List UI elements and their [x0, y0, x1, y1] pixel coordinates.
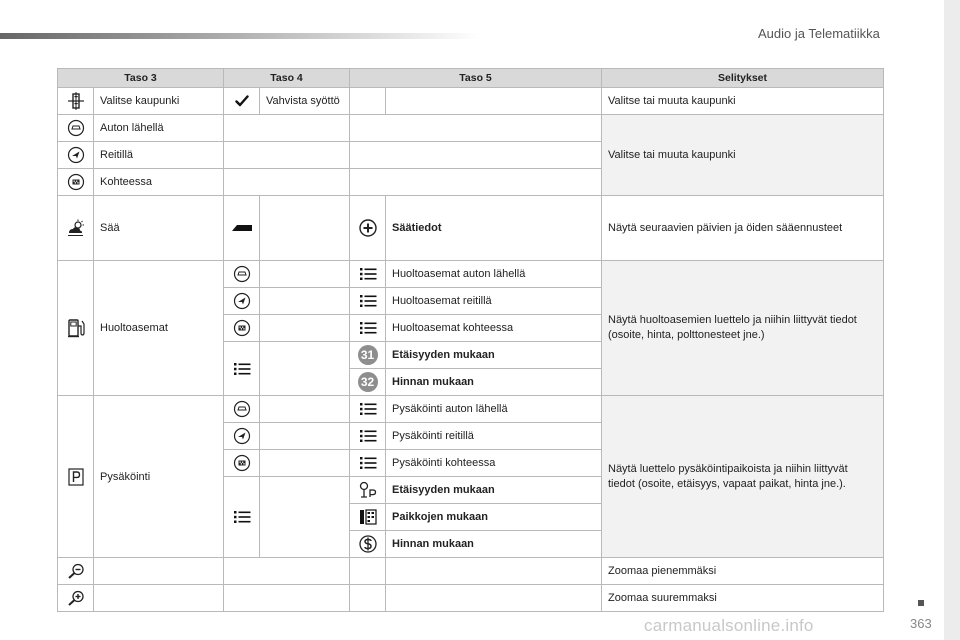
list-icon	[350, 315, 386, 342]
distance-pin-icon	[350, 477, 386, 504]
list-icon	[350, 288, 386, 315]
cell-parking-near-car: Pysäköinti auton lähellä	[386, 396, 602, 423]
cell-parking-on-route: Pysäköinti reitillä	[386, 423, 602, 450]
table-header-row	[58, 69, 884, 88]
cell-confirm-entry: Vahvista syöttö	[260, 88, 350, 115]
cell-select-city: Valitse kaupunki	[94, 88, 224, 115]
cell-fuel-by-distance: Etäisyyden mukaan	[386, 342, 602, 369]
cell-fuel-near-car: Huoltoasemat auton lähellä	[386, 261, 602, 288]
header-explanations: Selitykset	[602, 69, 884, 88]
desc-select-city-group: Valitse tai muuta kaupunki	[602, 115, 884, 196]
parking-icon	[58, 396, 94, 558]
list-icon	[350, 450, 386, 477]
desc-zoom-out: Zoomaa pienemmäksi	[602, 558, 884, 585]
table-row	[58, 396, 884, 423]
step-badge-32: 32	[358, 372, 378, 392]
destination-icon	[58, 169, 94, 196]
page-edge-strip	[944, 0, 960, 640]
cell-parking: Pysäköinti	[94, 396, 224, 558]
desc-weather: Näytä seuraavien päivien ja öiden sääennusteet	[602, 196, 884, 261]
header-level-3: Taso 3	[58, 69, 224, 88]
destination-icon	[224, 315, 260, 342]
header-level-4: Taso 4	[224, 69, 350, 88]
header-level-5: Taso 5	[350, 69, 602, 88]
table-row	[58, 585, 884, 612]
cell-parking-by-price: Hinnan mukaan	[386, 531, 602, 558]
desc-fuel: Näytä huoltoasemien luettelo ja niihin liittyvät tiedot (osoite, hinta, polttonesteet jne.)	[602, 261, 884, 396]
spaces-icon	[350, 504, 386, 531]
cell-parking-at-destination: Pysäköinti kohteessa	[386, 450, 602, 477]
table-row	[58, 115, 884, 142]
car-around-icon	[224, 261, 260, 288]
page-marker	[918, 600, 924, 606]
step-badge-31: 31	[358, 345, 378, 365]
table-row	[58, 88, 884, 115]
cell-fuel-stations: Huoltoasemat	[94, 261, 224, 396]
table-row	[58, 196, 884, 261]
plus-circle-icon	[350, 196, 386, 261]
list-icon	[224, 342, 260, 396]
list-icon	[350, 396, 386, 423]
cell-weather-info: Säätiedot	[386, 196, 602, 261]
route-icon	[58, 142, 94, 169]
cell-fuel-at-destination: Huoltoasemat kohteessa	[386, 315, 602, 342]
cell-weather: Sää	[94, 196, 224, 261]
zoom-out-icon	[58, 558, 94, 585]
list-icon	[350, 423, 386, 450]
cell-parking-by-distance: Etäisyyden mukaan	[386, 477, 602, 504]
arrow-icon	[224, 196, 260, 261]
check-icon	[224, 88, 260, 115]
cell-on-route: Reitillä	[94, 142, 224, 169]
city-icon	[58, 88, 94, 115]
dollar-icon	[350, 531, 386, 558]
header-gradient-bar	[0, 33, 480, 39]
menu-table	[57, 68, 884, 612]
destination-icon	[224, 450, 260, 477]
cell-fuel-on-route: Huoltoasemat reitillä	[386, 288, 602, 315]
cell-parking-by-spaces: Paikkojen mukaan	[386, 504, 602, 531]
car-around-icon	[224, 396, 260, 423]
desc-parking: Näytä luettelo pysäköintipaikoista ja niihin liittyvät tiedot (osoite, etäisyys, vapaat paikat, hinta jne.).	[602, 396, 884, 558]
table-row	[58, 261, 884, 288]
page-number: 363	[910, 616, 932, 631]
table-row	[58, 558, 884, 585]
desc-select-city: Valitse tai muuta kaupunki	[602, 88, 884, 115]
fuel-pump-icon	[58, 261, 94, 396]
route-icon	[224, 288, 260, 315]
list-icon	[224, 477, 260, 558]
car-around-icon	[58, 115, 94, 142]
desc-zoom-in: Zoomaa suuremmaksi	[602, 585, 884, 612]
list-icon	[350, 261, 386, 288]
weather-icon	[58, 196, 94, 261]
cell-near-car: Auton lähellä	[94, 115, 224, 142]
watermark: carmanualsonline.info	[644, 616, 814, 635]
zoom-in-icon	[58, 585, 94, 612]
cell-at-destination: Kohteessa	[94, 169, 224, 196]
route-icon	[224, 423, 260, 450]
cell-fuel-by-price: Hinnan mukaan	[386, 369, 602, 396]
section-title: Audio ja Telematiikka	[758, 26, 880, 41]
